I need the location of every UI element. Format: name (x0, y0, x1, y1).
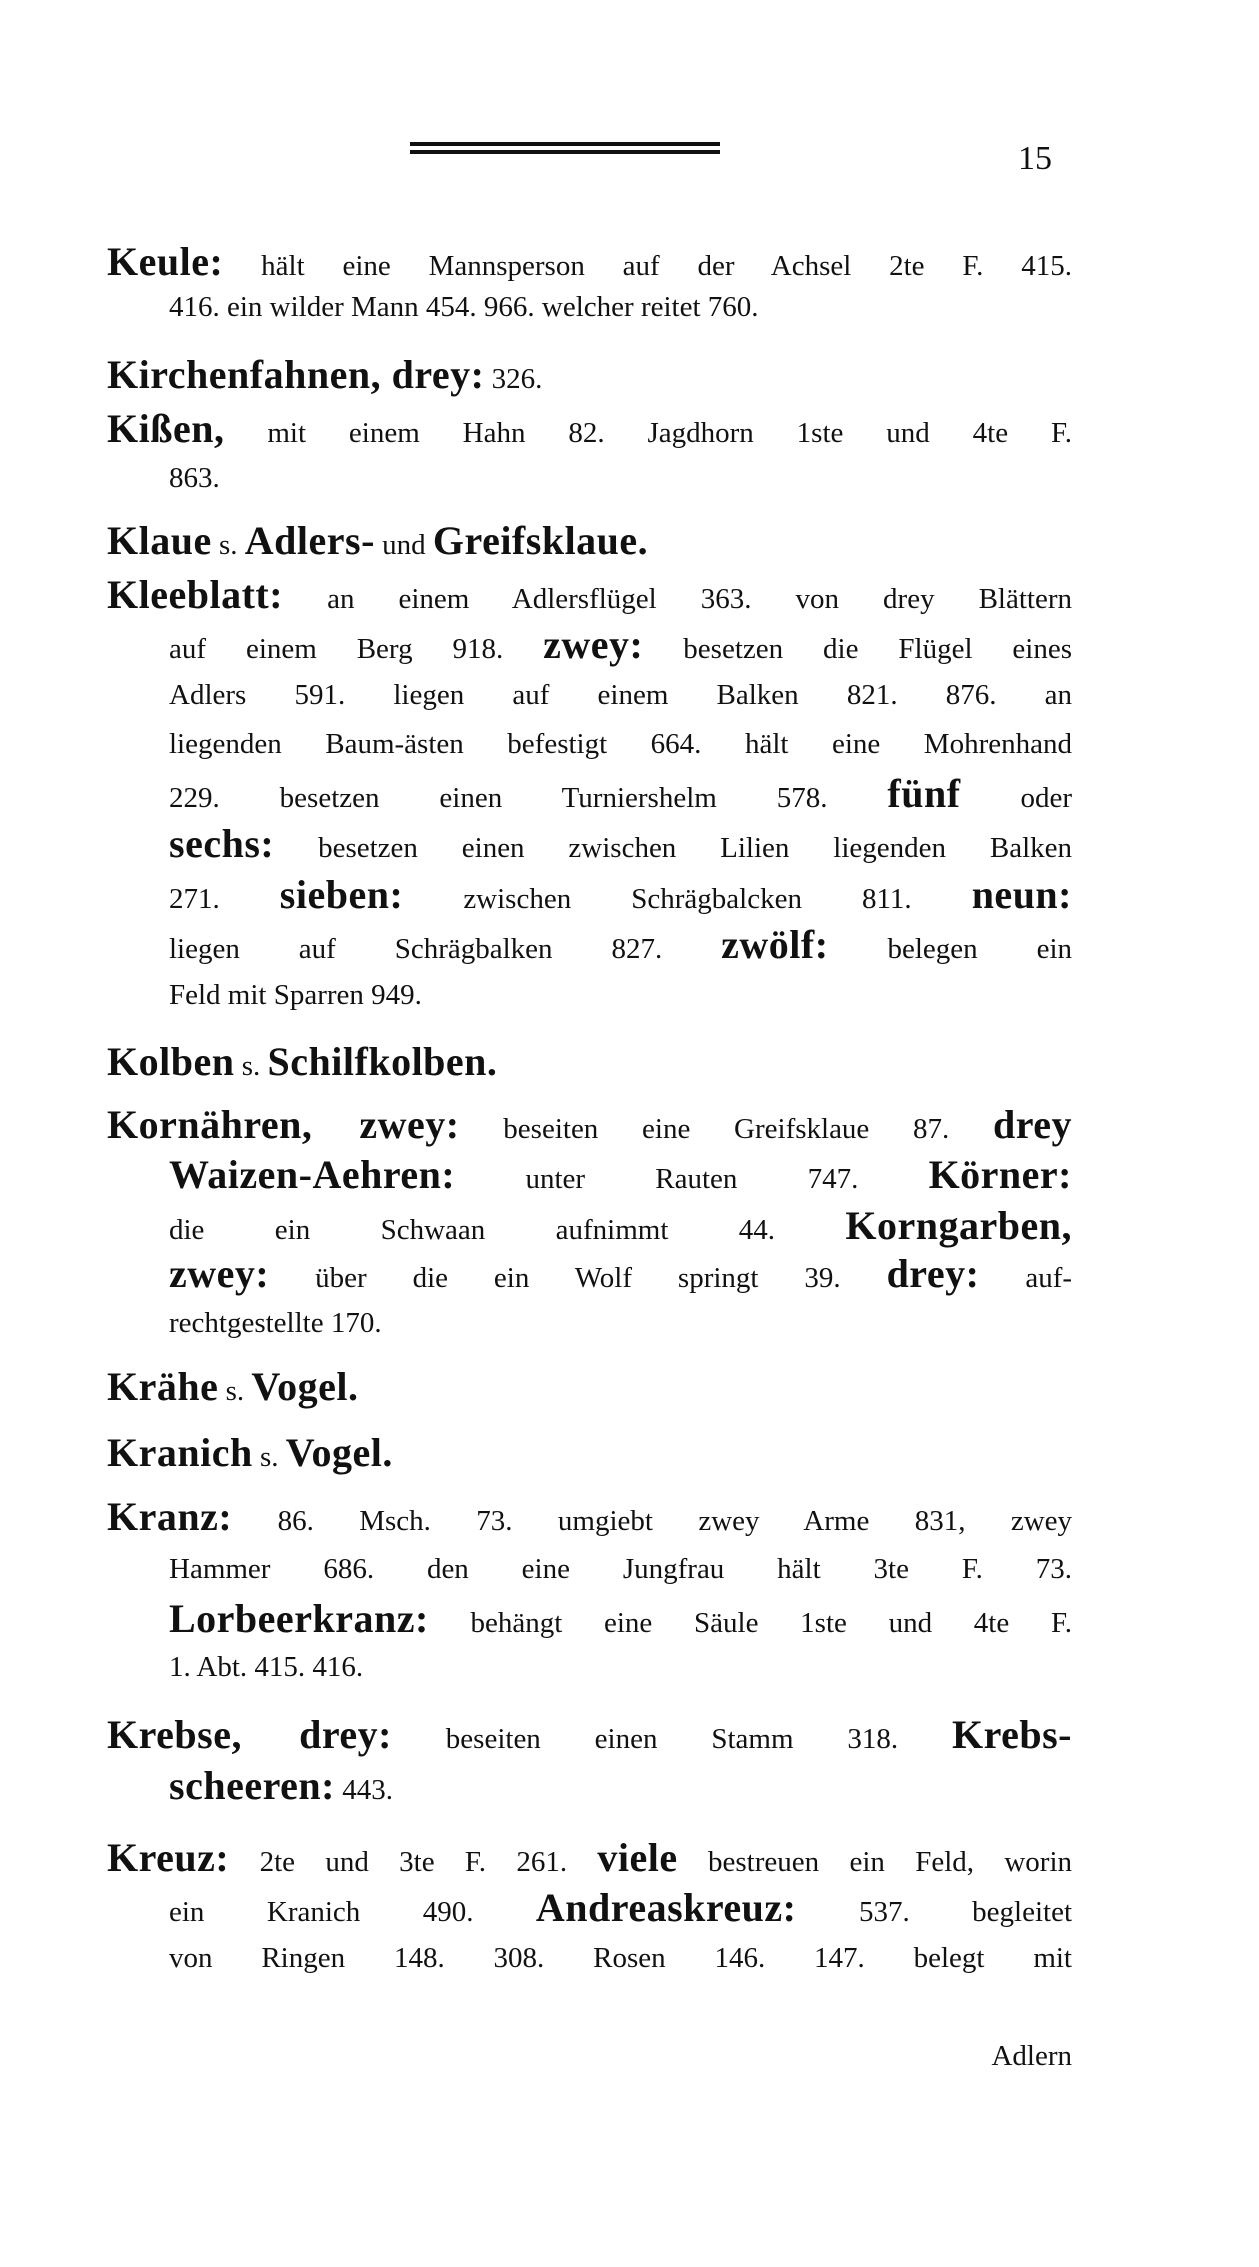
text-line (169, 1249, 1072, 1299)
entry-text: bestreuen ein Feld, worin (708, 1846, 1073, 1878)
headword: sieben: (279, 872, 404, 917)
headword: Kranich (107, 1430, 253, 1475)
headword: Vogel. (285, 1430, 393, 1475)
text-line (169, 282, 1072, 332)
headword: zwey: (543, 622, 644, 667)
text-line (169, 1933, 1072, 1983)
text-line (169, 1761, 1072, 1811)
text-line (107, 404, 1072, 454)
headword: Krähe (107, 1364, 219, 1409)
text-line (107, 1710, 1072, 1760)
entry-text: ein Kranich 490. (169, 1896, 474, 1928)
headword: Krebse, drey: (107, 1712, 392, 1757)
headword: Greifsklaue. (432, 518, 649, 563)
headword: Kißen, (107, 406, 225, 451)
entry-text: zwischen Schrägbalcken 811. (463, 883, 912, 915)
entry-text: behängt eine Säule 1ste und 4te F. (470, 1607, 1072, 1639)
text-line (169, 1150, 1072, 1200)
headword: drey (993, 1102, 1073, 1147)
entry-text: hält eine Mannsperson auf der Achsel 2te F. 415. (261, 250, 1073, 282)
text-line (169, 1201, 1072, 1251)
text-line (169, 819, 1072, 869)
entry-text: liegenden Baum-ästen befestigt 664. hält eine Mohrenhand (169, 728, 1072, 760)
text-line (107, 237, 1072, 287)
headword: scheeren: (169, 1763, 335, 1808)
entry-text: oder (1020, 782, 1072, 814)
headword: fünf (887, 771, 961, 816)
entry-text: unter Rauten 747. (525, 1163, 859, 1195)
entry-text: 537. begleitet (858, 1896, 1073, 1928)
headword: Kreuz: (107, 1835, 230, 1880)
text-line (169, 1298, 1072, 1348)
entry-text: s. (225, 1375, 245, 1407)
headword: zwölf: (721, 922, 829, 967)
text-line (169, 1883, 1072, 1933)
text-line (107, 516, 1072, 566)
entry-text: an einem Adlersflügel 363. von drey Blättern (327, 583, 1073, 615)
entry-text: 86. Msch. 73. umgiebt zwey Arme 831, zwey (277, 1505, 1073, 1537)
headword: Andreaskreuz: (535, 1885, 797, 1930)
headword: Körner: (928, 1152, 1073, 1197)
entry-text: die ein Schwaan aufnimmt 44. (169, 1214, 776, 1246)
headword: Korngarben, (845, 1203, 1073, 1248)
headword: Kirchenfahnen, drey: (107, 352, 485, 397)
headword: Adlers- (244, 518, 375, 563)
entry-text: 271. (169, 883, 220, 915)
headword: neun: (971, 872, 1072, 917)
entry-text: über die ein Wolf springt 39. (315, 1262, 841, 1294)
text-line (107, 1362, 1072, 1412)
text-line (169, 1642, 1072, 1692)
headword: Kranz: (107, 1494, 233, 1539)
entry-text: Hammer 686. den eine Jungfrau hält 3te F. 73. (169, 1553, 1072, 1585)
entry-text: 2te und 3te F. 261. (259, 1846, 568, 1878)
entry-text: auf- (1025, 1262, 1073, 1294)
entry-text: beseiten eine Greifsklaue 87. (503, 1113, 950, 1145)
entry-text: auf einem Berg 918. (169, 633, 504, 665)
entry-text: mit einem Hahn 82. Jagdhorn 1ste und 4te F. (267, 417, 1073, 449)
headword: zwey: (169, 1251, 270, 1296)
text-line (107, 1833, 1072, 1883)
text-line (169, 1544, 1072, 1594)
entry-text: besetzen die Flügel eines (683, 633, 1073, 665)
text-line (169, 769, 1072, 819)
headword: Kornähren, zwey: (107, 1102, 460, 1147)
entry-text: beseiten einen Stamm 318. (445, 1723, 899, 1755)
entry-text: liegen auf Schrägbalken 827. (169, 933, 663, 965)
entry-text: von Ringen 148. 308. Rosen 146. 147. belegt mit (169, 1942, 1072, 1974)
headword: Keule: (107, 239, 224, 284)
headword: Kolben (107, 1039, 235, 1084)
entry-text: besetzen einen zwischen Lilien liegenden Balken (318, 832, 1072, 864)
headword: drey: (886, 1251, 980, 1296)
entry-text: und (382, 529, 426, 561)
entry-text: belegen ein (887, 933, 1073, 965)
headword: viele (597, 1835, 678, 1880)
headword: Schilfkolben. (267, 1039, 498, 1084)
text-line (169, 620, 1072, 670)
entry-text: 416. ein wilder Mann 454. 966. welcher reitet 760. (169, 291, 759, 323)
entry-text: Adlers 591. liegen auf einem Balken 821. 876. an (169, 679, 1072, 711)
entry-text: Feld mit Sparren 949. (169, 979, 422, 1011)
text-line (169, 870, 1072, 920)
headword: Lorbeerkranz: (169, 1596, 429, 1641)
text-line (169, 1594, 1072, 1644)
text-line (107, 1428, 1072, 1478)
entry-text: 229. besetzen einen Turniershelm 578. (169, 782, 828, 814)
entry-text: 326. (491, 363, 543, 395)
entry-text: 863. (169, 462, 220, 494)
entry-text: 1. Abt. 415. 416. (169, 1651, 364, 1683)
catchword: Adlern (991, 2040, 1072, 2072)
entry-text: s. (241, 1050, 261, 1082)
entry-text: s. (218, 529, 238, 561)
entry-text: s. (259, 1441, 279, 1473)
headword: Vogel. (251, 1364, 359, 1409)
text-line (107, 570, 1072, 620)
text-line (107, 1492, 1072, 1542)
text-line (169, 970, 1072, 1020)
entry-text: 443. (342, 1774, 393, 1806)
headword: Krebs- (951, 1712, 1072, 1757)
text-line (169, 670, 1072, 720)
header-rule (410, 142, 720, 156)
headword: Klaue (107, 518, 212, 563)
headword: Kleeblatt: (107, 572, 284, 617)
text-line (107, 1100, 1072, 1150)
text-line (107, 350, 1072, 400)
headword: sechs: (169, 821, 275, 866)
entry-text: rechtgestellte 170. (169, 1307, 382, 1339)
text-line (169, 920, 1072, 970)
page-number: 15 (1018, 140, 1052, 177)
text-line (169, 453, 1072, 503)
text-line (169, 719, 1072, 769)
headword: Waizen-Aehren: (169, 1152, 456, 1197)
text-line (107, 1037, 1072, 1087)
